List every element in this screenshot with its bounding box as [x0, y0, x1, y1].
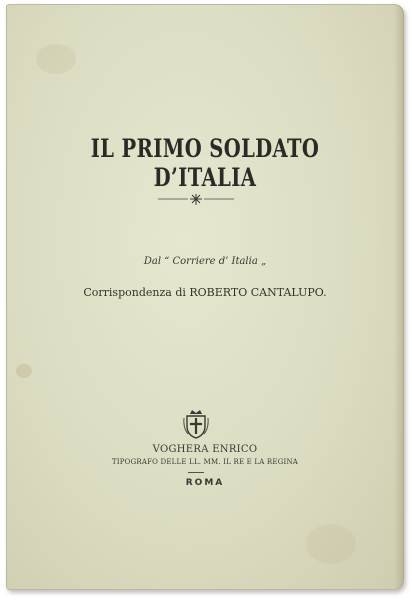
divider-rule: [188, 472, 204, 473]
author-byline: Corrispondenza di ROBERTO CANTALUPO.: [83, 286, 327, 299]
paper-stain: [16, 364, 32, 378]
floral-divider-icon: [156, 192, 236, 208]
royal-crest-icon: [182, 408, 210, 440]
publication-city: ROMA: [185, 478, 225, 488]
publisher-name: VOGHERA ENRICO: [152, 444, 258, 455]
printer-credit: TIPOGRAFO DELLE LL. MM. IL RE E LA REGINA: [111, 458, 299, 466]
cover-title: IL PRIMO SOLDATO D’ITALIA: [90, 134, 320, 192]
paper-stain: [306, 524, 356, 564]
paper-stain: [36, 44, 76, 74]
source-line: Dal “ Corriere d’ Italia „: [143, 256, 267, 267]
book-cover: [6, 4, 404, 590]
